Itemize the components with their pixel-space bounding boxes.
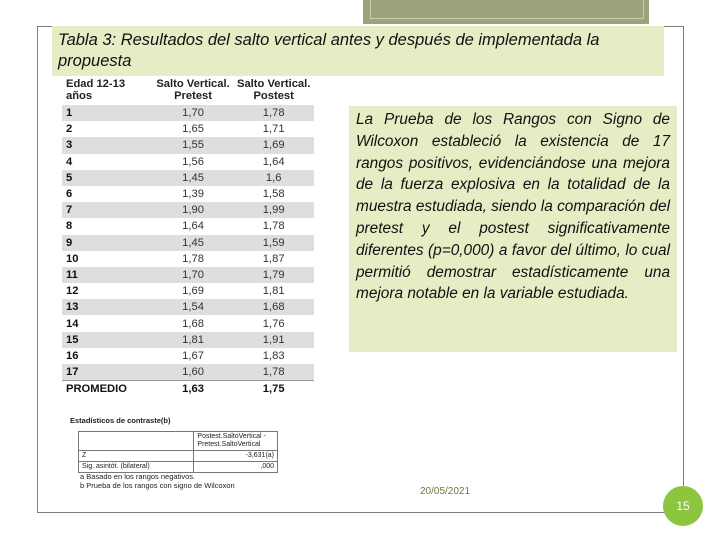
- table-row: [62, 202, 314, 218]
- row-postest-value: 1,58: [262, 188, 285, 201]
- row-postest-value: 1,91: [233, 332, 314, 348]
- table-row: [62, 251, 314, 267]
- row-postest-value: 1,78: [233, 364, 314, 381]
- row-pretest-value: 1,68: [182, 317, 204, 330]
- row-student-number: 4: [66, 155, 73, 168]
- statistics-row-value: ,000: [194, 462, 278, 473]
- row-student-number: 6: [66, 188, 73, 201]
- row-student-number: 13: [62, 299, 153, 315]
- table-row: [62, 348, 314, 364]
- row-pretest-value: 1,90: [153, 202, 234, 218]
- row-student-number: 8: [66, 220, 73, 233]
- row-pretest-value: 1,39: [182, 188, 204, 201]
- table-row: [62, 186, 314, 202]
- row-student-number: 10: [66, 252, 79, 265]
- statistics-title: Estadísticos de contraste(b): [70, 416, 171, 425]
- row-student-number: 16: [66, 349, 79, 362]
- table-row: [62, 137, 314, 153]
- decorative-header-tab-border: [370, 0, 644, 19]
- row-student-number: 1: [62, 105, 153, 121]
- page-number-badge: 15: [663, 486, 703, 526]
- statistics-table: [78, 431, 278, 473]
- row-postest-value: 1,83: [262, 349, 285, 362]
- table-row: [62, 332, 314, 348]
- row-pretest-value: 1,45: [153, 170, 234, 186]
- row-student-number: 7: [62, 202, 153, 218]
- row-pretest-value: 1,55: [153, 137, 234, 153]
- statistics-row: [79, 451, 278, 462]
- statistics-row-label: Sig. asintót. (bilateral): [79, 462, 194, 473]
- row-student-number: 17: [62, 364, 153, 381]
- statistics-column-header: Postest.SaltoVertical - Pretest.SaltoVertical: [194, 432, 278, 451]
- row-postest-value: 1,71: [262, 123, 285, 136]
- statistics-note: a Basado en los rangos negativos.: [80, 472, 196, 481]
- column-header-postest: Salto Vertical. Postest: [233, 76, 314, 105]
- table-row: [62, 218, 314, 234]
- row-postest-value: 1,69: [233, 137, 314, 153]
- statistics-block: [62, 416, 287, 490]
- table-footer-row: [62, 381, 314, 398]
- table-row: [62, 105, 314, 121]
- row-pretest-value: 1,60: [153, 364, 234, 381]
- row-postest-value: 1,6: [233, 170, 314, 186]
- row-pretest-value: 1,56: [182, 155, 204, 168]
- row-postest-value: 1,64: [262, 155, 285, 168]
- footer-label: PROMEDIO: [62, 381, 153, 398]
- row-student-number: 9: [62, 235, 153, 251]
- row-pretest-value: 1,65: [182, 123, 204, 136]
- row-student-number: 2: [66, 123, 73, 136]
- row-postest-value: 1,59: [233, 235, 314, 251]
- row-pretest-value: 1,54: [153, 299, 234, 315]
- column-header-age: Edad 12-13 años: [62, 76, 153, 105]
- conclusion-paragraph: La Prueba de los Rangos con Signo de Wilcoxon estableció la existencia de 17 rangos positivos, evidenciándose una mejora de la fuerza explosiva en la totalidad de la muestra estudiada, siendo la comparación del pretest y el postest significativamente diferentes (p=0,000) a favor del último, lo cual permitió demostrar estadísticamente una mejora notable en la variable estudiada.: [349, 106, 677, 352]
- row-postest-value: 1,78: [233, 105, 314, 121]
- table-row: [62, 283, 314, 299]
- column-header-pretest: Salto Vertical. Pretest: [153, 76, 234, 105]
- row-pretest-value: 1,67: [182, 349, 204, 362]
- statistics-row-label: Z: [79, 451, 194, 462]
- statistics-row: [79, 462, 278, 473]
- row-student-number: 5: [62, 170, 153, 186]
- table-row: [62, 121, 314, 137]
- row-student-number: 15: [62, 332, 153, 348]
- row-student-number: 11: [62, 267, 153, 283]
- table-row: [62, 267, 314, 283]
- row-pretest-value: 1,45: [153, 235, 234, 251]
- row-student-number: 14: [66, 317, 79, 330]
- results-table: [62, 76, 314, 397]
- slide-title: Tabla 3: Resultados del salto vertical antes y después de implementada la propuesta: [52, 26, 664, 76]
- row-postest-value: 1,87: [262, 252, 285, 265]
- statistics-row-value: -3,631(a): [194, 451, 278, 462]
- statistics-corner-cell: [79, 432, 194, 451]
- table-row: [62, 235, 314, 251]
- slide-date: 20/05/2021: [420, 486, 471, 497]
- table-header-row: [62, 76, 314, 105]
- table-row: [62, 299, 314, 315]
- statistics-header-row: [79, 432, 278, 451]
- row-postest-value: 1,76: [262, 317, 285, 330]
- row-postest-value: 1,99: [233, 202, 314, 218]
- row-pretest-value: 1,70: [153, 267, 234, 283]
- row-postest-value: 1,81: [262, 285, 285, 298]
- row-pretest-value: 1,70: [153, 105, 234, 121]
- row-pretest-value: 1,78: [182, 252, 204, 265]
- row-pretest-value: 1,69: [182, 285, 204, 298]
- table-body: [62, 105, 314, 381]
- table-row: [62, 154, 314, 170]
- row-postest-value: 1,68: [233, 299, 314, 315]
- row-student-number: 12: [66, 285, 79, 298]
- row-student-number: 3: [62, 137, 153, 153]
- results-table-container: [62, 76, 314, 397]
- row-pretest-value: 1,81: [153, 332, 234, 348]
- table-row: [62, 364, 314, 381]
- footer-pretest-mean: 1,63: [153, 381, 234, 398]
- table-row: [62, 170, 314, 186]
- table-row: [62, 315, 314, 331]
- row-pretest-value: 1,64: [182, 220, 204, 233]
- statistics-note: b Prueba de los rangos con signo de Wilcoxon: [80, 480, 235, 490]
- footer-postest-mean: 1,75: [233, 381, 314, 398]
- row-postest-value: 1,79: [233, 267, 314, 283]
- row-postest-value: 1,78: [262, 220, 285, 233]
